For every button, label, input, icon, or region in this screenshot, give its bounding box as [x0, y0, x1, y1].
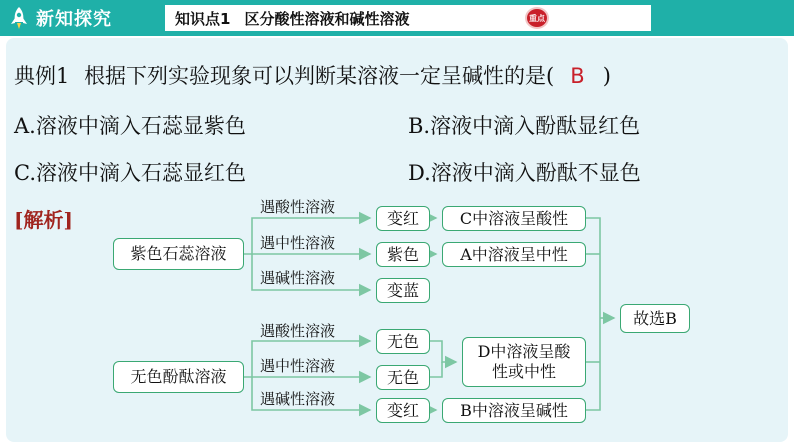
phen-colorless-neutral-box: 无色: [376, 365, 430, 390]
option-c: C.溶液中滴入石蕊显红色: [14, 161, 246, 185]
option-a: A.溶液中滴入石蕊显紫色: [14, 114, 246, 138]
litmus-base-label: 遇碱性溶液: [260, 269, 336, 287]
result-b-box: B中溶液呈碱性: [442, 398, 586, 423]
phen-neutral-label: 遇中性溶液: [260, 357, 336, 375]
phenolphthalein-solution-box: 无色酚酞溶液: [113, 361, 244, 393]
litmus-neutral-label: 遇中性溶液: [260, 234, 336, 252]
litmus-red-box: 变红: [376, 206, 430, 231]
option-d: D.溶液中滴入酚酞不显色: [408, 161, 641, 185]
phen-colorless-acid-box: 无色: [376, 329, 430, 354]
result-a-box: A中溶液呈中性: [442, 242, 586, 267]
key-point-badge-text: 重点: [525, 7, 549, 29]
litmus-acid-label: 遇酸性溶液: [260, 198, 336, 216]
question-text: 根据下列实验现象可以判断某溶液一定呈碱性的是(: [84, 64, 555, 88]
knowledge-point-title: 区分酸性溶液和碱性溶液: [244, 9, 410, 28]
phen-red-box: 变红: [376, 398, 430, 423]
example-label: 典例1: [14, 64, 70, 88]
option-b: B.溶液中滴入酚酞显红色: [408, 114, 641, 138]
litmus-purple-box: 紫色: [376, 242, 430, 267]
result-d-box: [462, 337, 586, 387]
phen-acid-label: 遇酸性溶液: [260, 322, 336, 340]
section-title: 新知探究: [36, 9, 112, 30]
conclusion-box: 故选B: [620, 304, 690, 333]
analysis-label: [解析]: [14, 208, 73, 232]
litmus-solution-box: 紫色石蕊溶液: [113, 238, 244, 270]
litmus-blue-box: 变蓝: [376, 278, 430, 303]
phen-base-label: 遇碱性溶液: [260, 390, 336, 408]
result-d-line2: 性或中性: [491, 362, 556, 381]
question-close: ): [602, 64, 611, 88]
result-c-box: C中溶液呈酸性: [442, 206, 586, 231]
knowledge-point-label: 知识点1: [175, 9, 231, 28]
result-d-line1: D中溶液呈酸: [477, 342, 571, 361]
answer-text: B: [570, 64, 585, 88]
